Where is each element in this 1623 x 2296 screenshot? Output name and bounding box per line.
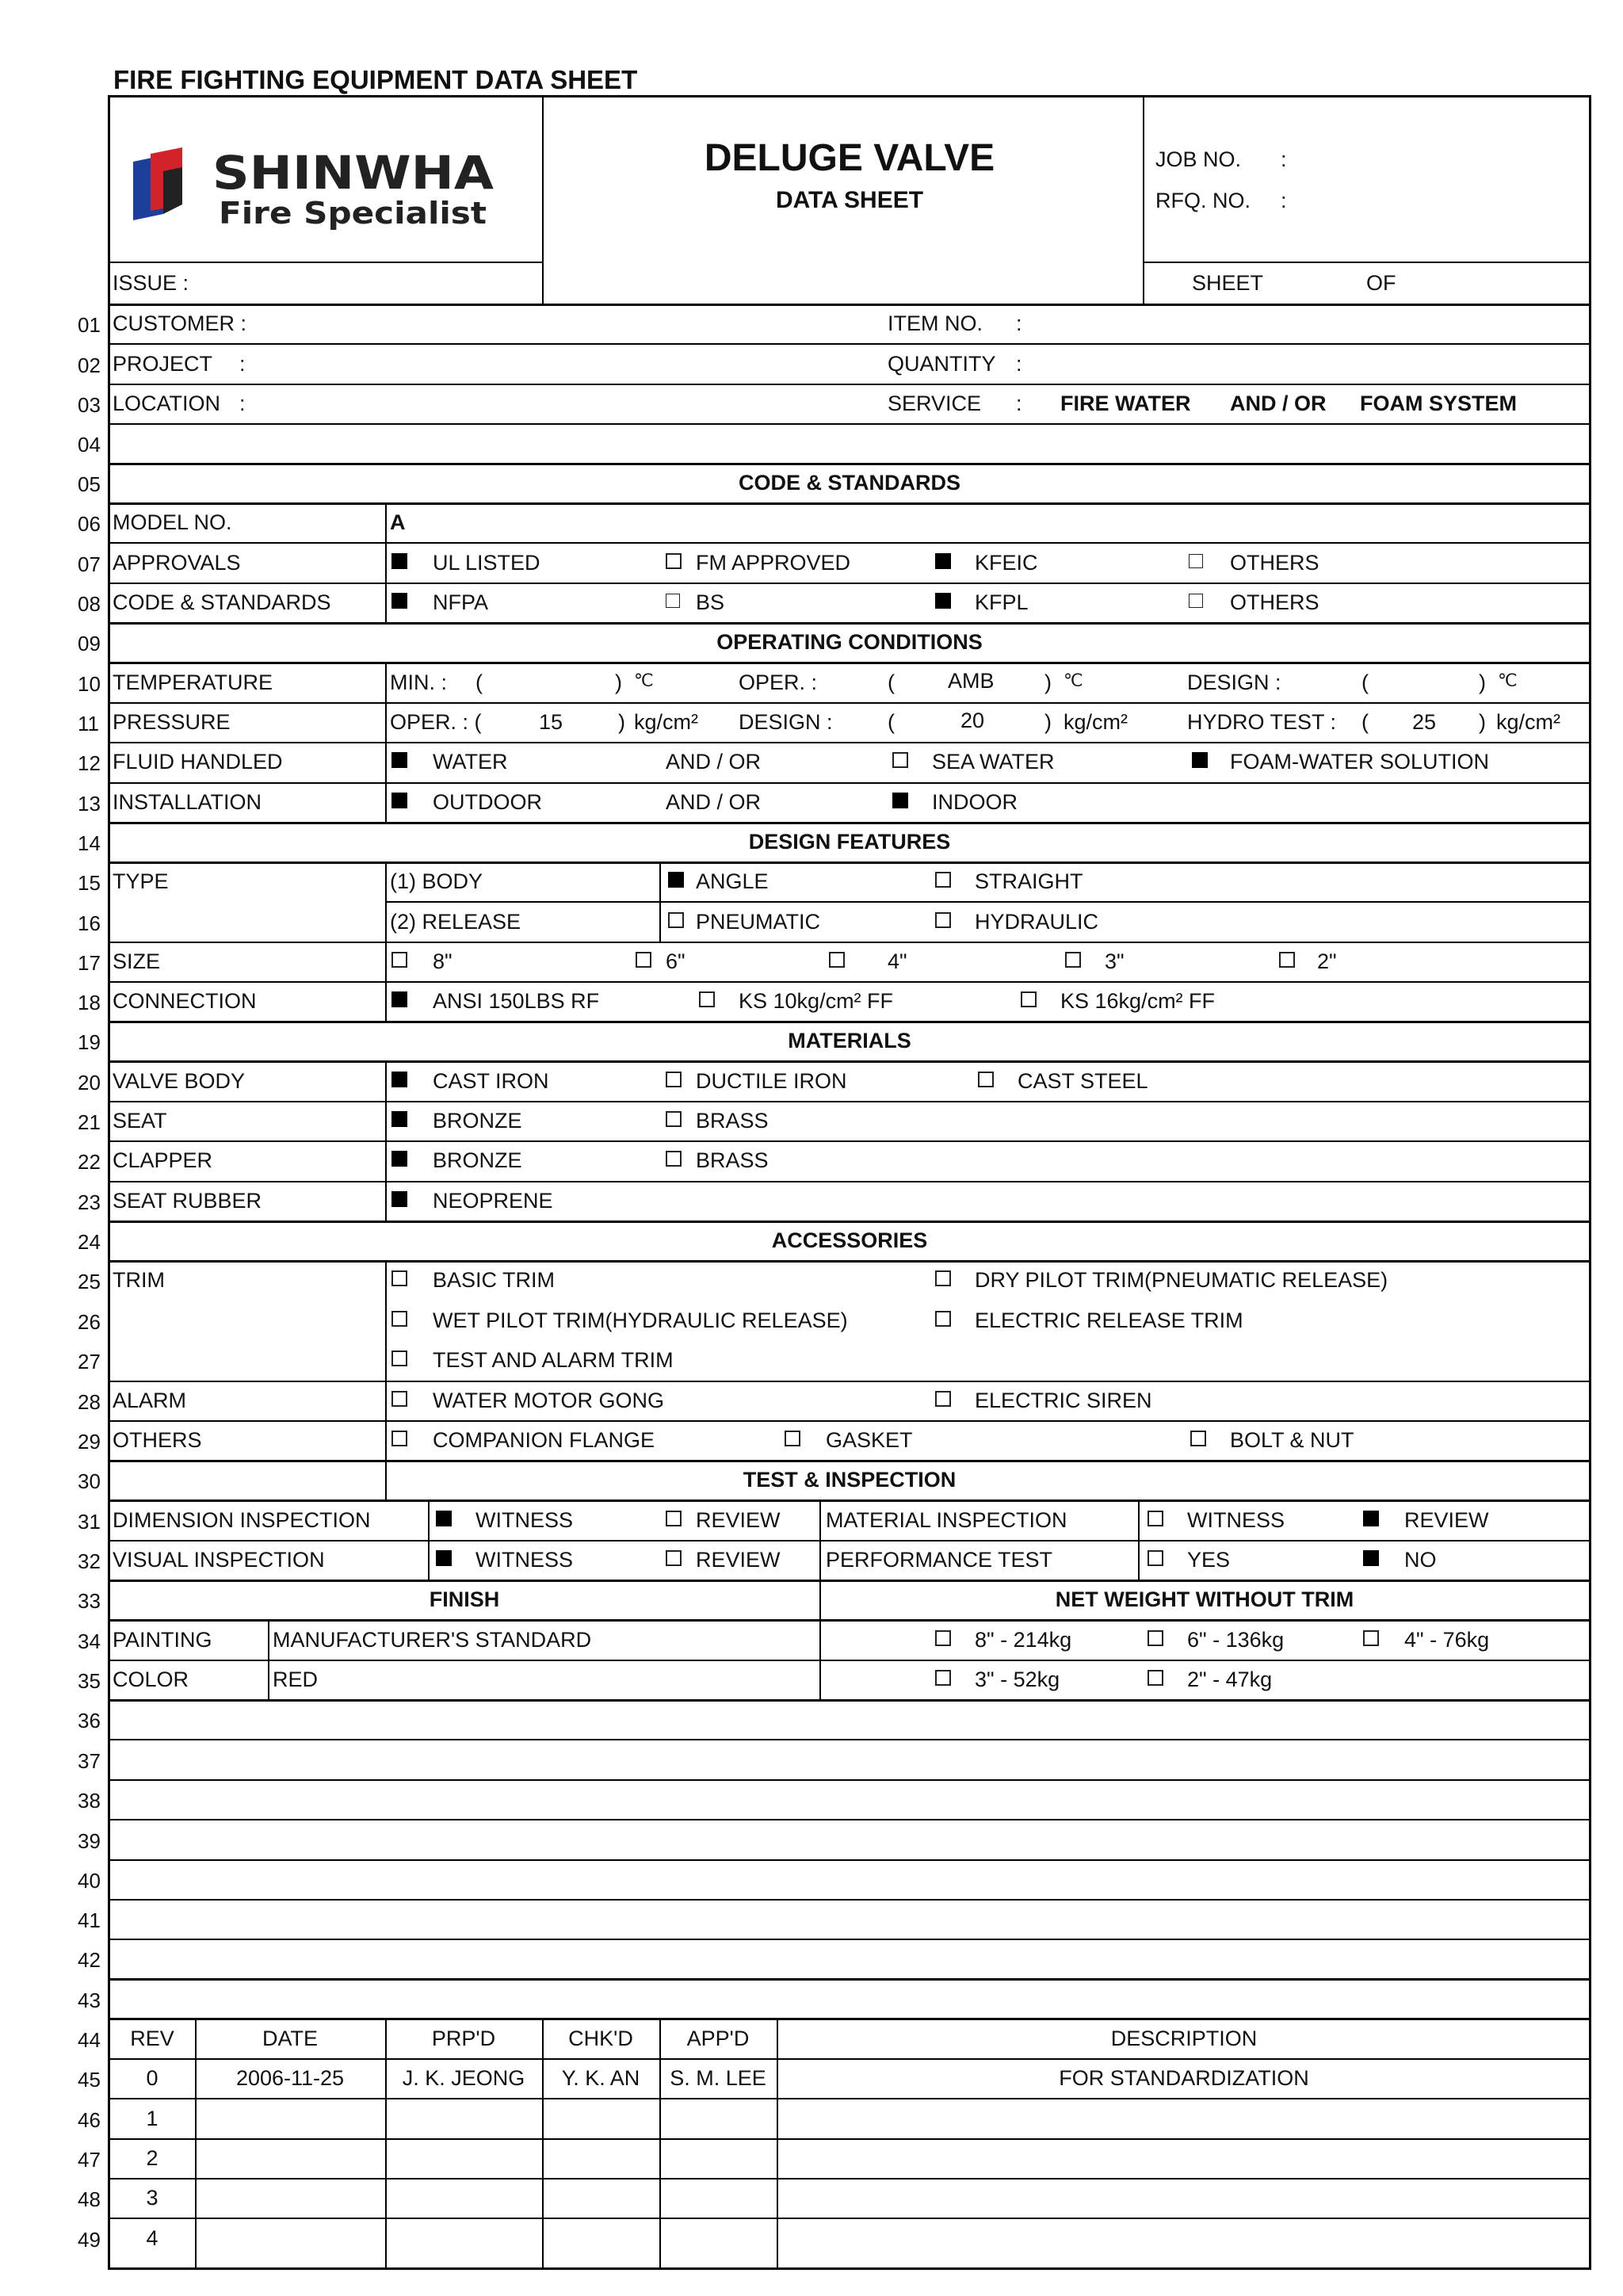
section-net-weight: NET WEIGHT WITHOUT TRIM — [1055, 1587, 1354, 1611]
checkbox-basic-trim[interactable] — [391, 1270, 407, 1286]
section-operating-conditions: OPERATING CONDITIONS — [716, 630, 983, 654]
wet-pilot-trim-label: WET PILOT TRIM(HYDRAULIC RELEASE) — [433, 1308, 848, 1332]
revision-rev: 3 — [146, 2186, 158, 2210]
hydraulic-label: HYDRAULIC — [975, 910, 1099, 934]
size-4-label: 4" — [888, 949, 907, 973]
checkbox-ks-16[interactable] — [1021, 991, 1037, 1007]
companion-flange-label: COMPANION FLANGE — [433, 1428, 655, 1452]
visual-review-label: REVIEW — [696, 1548, 781, 1572]
service-colon: : — [1016, 392, 1022, 415]
row-number: 35 — [78, 1669, 101, 1693]
checkbox-neoprene[interactable] — [391, 1191, 407, 1207]
checkbox-electric-release-trim[interactable] — [935, 1311, 951, 1327]
pressure-hydro-open: ( — [1361, 710, 1369, 734]
temp-min-open: ( — [475, 670, 483, 694]
checkbox-seat-brass[interactable] — [666, 1111, 682, 1127]
indoor-label: INDOOR — [932, 790, 1018, 814]
row-number: 27 — [78, 1350, 101, 1373]
row-number: 26 — [78, 1310, 101, 1334]
row-number: 09 — [78, 632, 101, 655]
cast-iron-label: CAST IRON — [433, 1069, 549, 1093]
form-frame — [108, 95, 1591, 2270]
ks-16-label: KS 16kg/cm² FF — [1060, 989, 1216, 1013]
size-6-label: 6" — [666, 949, 685, 973]
row-number: 18 — [78, 991, 101, 1014]
performance-no-label: NO — [1404, 1548, 1437, 1572]
sheet-label: SHEET — [1192, 271, 1264, 295]
row-number: 07 — [78, 552, 101, 576]
fm-approved-label: FM APPROVED — [696, 551, 851, 575]
sea-water-label: SEA WATER — [932, 750, 1055, 774]
seat-brass-label: BRASS — [696, 1109, 769, 1133]
temp-min-unit: ℃ — [634, 670, 654, 690]
checkbox-dimension-witness[interactable] — [436, 1511, 452, 1526]
temp-design-close: ) — [1479, 670, 1486, 694]
prpd-header: PRP'D — [431, 2027, 496, 2050]
checkbox-approvals-others[interactable] — [1189, 554, 1203, 568]
row-number: 21 — [78, 1110, 101, 1134]
ansi-150-label: ANSI 150LBS RF — [433, 989, 600, 1013]
logo-tagline: Fire Specialist — [219, 196, 487, 231]
neoprene-label: NEOPRENE — [433, 1189, 553, 1213]
color-label: COLOR — [113, 1668, 189, 1691]
checkbox-pneumatic[interactable] — [668, 912, 684, 928]
straight-label: STRAIGHT — [975, 869, 1083, 893]
row-number: 12 — [78, 751, 101, 775]
row-number: 19 — [78, 1030, 101, 1054]
temp-oper-label: OPER. : — [739, 670, 818, 694]
row-number: 25 — [78, 1270, 101, 1293]
checkbox-ductile-iron[interactable] — [666, 1072, 682, 1087]
performance-yes-label: YES — [1187, 1548, 1231, 1572]
electric-siren-label: ELECTRIC SIREN — [975, 1389, 1152, 1412]
kfeic-label: KFEIC — [975, 551, 1038, 575]
checkbox-angle[interactable] — [668, 872, 684, 888]
water-label: WATER — [433, 750, 508, 774]
revision-prpd: J. K. JEONG — [402, 2066, 525, 2090]
checkbox-bs[interactable] — [666, 594, 680, 608]
temp-design-unit: ℃ — [1498, 670, 1518, 690]
checkbox-kfeic[interactable] — [935, 553, 951, 569]
checkbox-cast-steel[interactable] — [978, 1072, 994, 1087]
seat-label: SEAT — [113, 1109, 167, 1133]
weight-3-label: 3" - 52kg — [975, 1668, 1060, 1691]
row-number: 30 — [78, 1469, 101, 1493]
revision-rev: 1 — [146, 2107, 158, 2130]
rfq-no-label: RFQ. NO. — [1155, 189, 1251, 212]
row-number: 34 — [78, 1629, 101, 1653]
pressure-oper-close: ) — [618, 710, 625, 734]
pressure-oper-unit: kg/cm² — [634, 710, 698, 734]
project-label: PROJECT — [113, 352, 213, 376]
checkbox-seat-bronze[interactable] — [391, 1111, 407, 1127]
row-number: 39 — [78, 1829, 101, 1853]
revision-rev: 4 — [146, 2226, 158, 2250]
item-no-label: ITEM NO. — [888, 311, 983, 335]
job-no-colon: : — [1281, 147, 1287, 171]
weight-4-label: 4" - 76kg — [1404, 1628, 1490, 1652]
checkbox-clapper-bronze[interactable] — [391, 1151, 407, 1167]
row-number: 22 — [78, 1150, 101, 1174]
logo-mark-dark — [163, 167, 182, 214]
ductile-iron-label: DUCTILE IRON — [696, 1069, 847, 1093]
installation-andor: AND / OR — [666, 790, 762, 814]
checkbox-outdoor[interactable] — [391, 793, 407, 808]
codes-others-label: OTHERS — [1230, 590, 1319, 614]
row-number: 40 — [78, 1869, 101, 1893]
row-number: 32 — [78, 1549, 101, 1573]
row-number: 23 — [78, 1190, 101, 1214]
material-review-label: REVIEW — [1404, 1508, 1489, 1532]
temp-oper-value: AMB — [948, 669, 995, 693]
revision-appd: S. M. LEE — [670, 2066, 766, 2090]
model-no-label: MODEL NO. — [113, 510, 232, 534]
date-header: DATE — [262, 2027, 319, 2050]
checkbox-ul-listed[interactable] — [391, 553, 407, 569]
pressure-hydro-unit: kg/cm² — [1496, 710, 1560, 734]
size-8-label: 8" — [433, 949, 453, 973]
row-number: 02 — [78, 353, 101, 377]
row-number: 31 — [78, 1510, 101, 1534]
approvals-label: APPROVALS — [113, 551, 241, 575]
row-number: 16 — [78, 911, 101, 935]
row-number: 08 — [78, 592, 101, 616]
checkbox-size-8[interactable] — [391, 952, 407, 968]
row-number: 06 — [78, 512, 101, 536]
code-standards-label: CODE & STANDARDS — [113, 590, 331, 614]
type-label: TYPE — [113, 869, 169, 893]
checkbox-dry-pilot-trim[interactable] — [935, 1270, 951, 1286]
quantity-colon: : — [1016, 352, 1022, 376]
row-number: 10 — [78, 672, 101, 696]
accessories-others-label: OTHERS — [113, 1428, 202, 1452]
weight-2-label: 2" - 47kg — [1187, 1668, 1273, 1691]
shinwha-logo — [133, 147, 506, 235]
row-number: 38 — [78, 1789, 101, 1813]
checkbox-cast-iron[interactable] — [391, 1072, 407, 1087]
type-body-label: (1) BODY — [390, 869, 483, 893]
checkbox-size-2[interactable] — [1279, 952, 1295, 968]
item-no-colon: : — [1016, 311, 1022, 335]
row-number: 47 — [78, 2148, 101, 2172]
service-value-2: FOAM SYSTEM — [1360, 392, 1518, 415]
checkbox-straight[interactable] — [935, 872, 951, 888]
checkbox-performance-no[interactable] — [1363, 1550, 1379, 1566]
kfpl-label: KFPL — [975, 590, 1029, 614]
row-number: 28 — [78, 1390, 101, 1414]
foam-water-label: FOAM-WATER SOLUTION — [1230, 750, 1489, 774]
location-label: LOCATION — [113, 392, 221, 415]
row-number: 20 — [78, 1071, 101, 1095]
checkbox-codes-others[interactable] — [1189, 594, 1203, 608]
pressure-design-close: ) — [1044, 710, 1052, 734]
checkbox-water[interactable] — [391, 752, 407, 768]
weight-8-label: 8" - 214kg — [975, 1628, 1072, 1652]
row-number: 03 — [78, 393, 101, 417]
row-number: 29 — [78, 1430, 101, 1454]
row-number: 36 — [78, 1709, 101, 1733]
checkbox-weight-4[interactable] — [1363, 1630, 1379, 1646]
installation-label: INSTALLATION — [113, 790, 262, 814]
row-number: 17 — [78, 951, 101, 975]
row-number: 46 — [78, 2108, 101, 2132]
chkd-header: CHK'D — [568, 2027, 633, 2050]
water-motor-gong-label: WATER MOTOR GONG — [433, 1389, 664, 1412]
fluid-andor: AND / OR — [666, 750, 762, 774]
checkbox-weight-6[interactable] — [1148, 1630, 1163, 1646]
sub-title: DATA SHEET — [775, 187, 924, 213]
checkbox-companion-flange[interactable] — [391, 1431, 407, 1446]
temp-oper-close: ) — [1044, 670, 1052, 694]
electric-release-trim-label: ELECTRIC RELEASE TRIM — [975, 1308, 1243, 1332]
bs-label: BS — [696, 590, 725, 614]
row-number: 42 — [78, 1948, 101, 1972]
pressure-design-value: 20 — [960, 709, 985, 732]
checkbox-weight-3[interactable] — [935, 1670, 951, 1686]
pressure-hydro-label: HYDRO TEST : — [1187, 710, 1337, 734]
type-release-label: (2) RELEASE — [390, 910, 521, 934]
checkbox-water-motor-gong[interactable] — [391, 1391, 407, 1407]
revision-date: 2006-11-25 — [235, 2066, 345, 2090]
material-inspection-label: MATERIAL INSPECTION — [826, 1508, 1067, 1532]
connection-label: CONNECTION — [113, 989, 257, 1013]
checkbox-ansi-150[interactable] — [391, 991, 407, 1007]
appd-header: APP'D — [686, 2027, 750, 2050]
approvals-others-label: OTHERS — [1230, 551, 1319, 575]
alarm-label: ALARM — [113, 1389, 187, 1412]
checkbox-size-4[interactable] — [829, 952, 845, 968]
dry-pilot-trim-label: DRY PILOT TRIM(PNEUMATIC RELEASE) — [975, 1268, 1388, 1292]
checkbox-size-6[interactable] — [636, 952, 651, 968]
description-header: DESCRIPTION — [1110, 2027, 1258, 2050]
service-andor: AND / OR — [1230, 392, 1327, 415]
checkbox-clapper-brass[interactable] — [666, 1151, 682, 1167]
seat-bronze-label: BRONZE — [433, 1109, 522, 1133]
section-finish: FINISH — [429, 1587, 500, 1611]
project-colon: : — [239, 352, 246, 376]
checkbox-size-3[interactable] — [1065, 952, 1081, 968]
size-3-label: 3" — [1105, 949, 1125, 973]
logo-name: SHINWHA — [212, 147, 495, 200]
checkbox-electric-siren[interactable] — [935, 1391, 951, 1407]
seat-rubber-label: SEAT RUBBER — [113, 1189, 262, 1213]
valve-body-label: VALVE BODY — [113, 1069, 246, 1093]
checkbox-dimension-review[interactable] — [666, 1511, 682, 1526]
row-number: 37 — [78, 1749, 101, 1773]
issue-label: ISSUE : — [113, 271, 189, 295]
row-number: 01 — [78, 313, 101, 337]
temp-design-label: DESIGN : — [1187, 670, 1281, 694]
temperature-label: TEMPERATURE — [113, 670, 273, 694]
dimension-inspection-label: DIMENSION INSPECTION — [113, 1508, 371, 1532]
row-number: 44 — [78, 2028, 101, 2052]
temp-min-label: MIN. : — [390, 670, 447, 694]
test-alarm-trim-label: TEST AND ALARM TRIM — [433, 1348, 674, 1372]
row-number: 45 — [78, 2068, 101, 2092]
temp-min-close: ) — [615, 670, 622, 694]
pressure-oper-label: OPER. : ( — [390, 710, 482, 734]
of-label: OF — [1366, 271, 1396, 295]
row-number: 11 — [78, 712, 99, 735]
job-no-label: JOB NO. — [1155, 147, 1242, 171]
clapper-brass-label: BRASS — [696, 1148, 769, 1172]
checkbox-weight-2[interactable] — [1148, 1670, 1163, 1686]
customer-label: CUSTOMER : — [113, 311, 247, 335]
checkbox-fm-approved[interactable] — [666, 553, 682, 569]
size-label: SIZE — [113, 949, 161, 973]
temp-oper-open: ( — [888, 670, 895, 694]
checkbox-test-alarm-trim[interactable] — [391, 1350, 407, 1366]
checkbox-hydraulic[interactable] — [935, 912, 951, 928]
row-number: 05 — [78, 472, 101, 496]
visual-witness-label: WITNESS — [475, 1548, 574, 1572]
weight-6-label: 6" - 136kg — [1187, 1628, 1285, 1652]
revision-rev: 2 — [146, 2146, 158, 2170]
row-number: 04 — [78, 433, 101, 457]
section-code-standards: CODE & STANDARDS — [738, 471, 961, 495]
pressure-hydro-value: 25 — [1412, 710, 1437, 734]
row-number: 24 — [78, 1230, 101, 1254]
checkbox-performance-yes[interactable] — [1148, 1550, 1163, 1566]
pneumatic-label: PNEUMATIC — [696, 910, 821, 934]
gasket-label: GASKET — [826, 1428, 913, 1452]
checkbox-ks-10[interactable] — [699, 991, 715, 1007]
checkbox-visual-review[interactable] — [666, 1550, 682, 1566]
checkbox-material-witness[interactable] — [1148, 1511, 1163, 1526]
pressure-oper-value: 15 — [539, 710, 563, 734]
sheet-title: FIRE FIGHTING EQUIPMENT DATA SHEET — [113, 65, 638, 94]
pressure-hydro-close: ) — [1479, 710, 1486, 734]
trim-label: TRIM — [113, 1268, 165, 1292]
dimension-review-label: REVIEW — [696, 1508, 781, 1532]
row-number: 15 — [78, 871, 101, 895]
row-number: 49 — [78, 2228, 101, 2252]
quantity-label: QUANTITY — [888, 352, 996, 376]
outdoor-label: OUTDOOR — [433, 790, 542, 814]
pressure-label: PRESSURE — [113, 710, 231, 734]
location-colon: : — [239, 392, 246, 415]
checkbox-nfpa[interactable] — [391, 593, 407, 609]
temp-design-open: ( — [1361, 670, 1369, 694]
checkbox-gasket[interactable] — [785, 1431, 800, 1446]
color-value: RED — [273, 1668, 319, 1691]
revision-rev: 0 — [146, 2066, 158, 2090]
clapper-bronze-label: BRONZE — [433, 1148, 522, 1172]
checkbox-visual-witness[interactable] — [436, 1550, 452, 1566]
service-label: SERVICE — [888, 392, 982, 415]
nfpa-label: NFPA — [433, 590, 489, 614]
section-test-inspection: TEST & INSPECTION — [743, 1468, 957, 1492]
basic-trim-label: BASIC TRIM — [433, 1268, 556, 1292]
revision-chkd: Y. K. AN — [561, 2066, 640, 2090]
main-title: DELUGE VALVE — [704, 137, 995, 179]
angle-label: ANGLE — [696, 869, 769, 893]
row-number: 33 — [78, 1589, 101, 1613]
ks-10-label: KS 10kg/cm² FF — [739, 989, 894, 1013]
clapper-label: CLAPPER — [113, 1148, 213, 1172]
material-witness-label: WITNESS — [1187, 1508, 1285, 1532]
pressure-design-unit: kg/cm² — [1064, 710, 1128, 734]
checkbox-wet-pilot-trim[interactable] — [391, 1311, 407, 1327]
cast-steel-label: CAST STEEL — [1018, 1069, 1148, 1093]
checkbox-weight-8[interactable] — [935, 1630, 951, 1646]
model-no-value: A — [390, 510, 406, 534]
service-value-1: FIRE WATER — [1060, 392, 1191, 415]
painting-value: MANUFACTURER'S STANDARD — [273, 1628, 592, 1652]
size-2-label: 2" — [1317, 949, 1337, 973]
row-number: 41 — [78, 1908, 101, 1932]
section-accessories: ACCESSORIES — [771, 1228, 928, 1252]
row-number: 48 — [78, 2187, 101, 2211]
performance-test-label: PERFORMANCE TEST — [826, 1548, 1053, 1572]
visual-inspection-label: VISUAL INSPECTION — [113, 1548, 325, 1572]
pressure-design-label: DESIGN : — [739, 710, 833, 734]
rfq-no-colon: : — [1281, 189, 1287, 212]
checkbox-kfpl[interactable] — [935, 593, 951, 609]
pressure-design-open: ( — [888, 710, 895, 734]
dimension-witness-label: WITNESS — [475, 1508, 574, 1532]
checkbox-indoor[interactable] — [892, 793, 908, 808]
checkbox-material-review[interactable] — [1363, 1511, 1379, 1526]
bolt-nut-label: BOLT & NUT — [1230, 1428, 1354, 1452]
checkbox-foam-water[interactable] — [1192, 752, 1208, 768]
ul-listed-label: UL LISTED — [433, 551, 540, 575]
checkbox-sea-water[interactable] — [892, 752, 908, 768]
temp-oper-unit: ℃ — [1064, 670, 1083, 690]
rev-header: REV — [130, 2027, 174, 2050]
row-number: 14 — [78, 831, 101, 855]
row-number: 13 — [78, 792, 101, 816]
section-materials: MATERIALS — [788, 1029, 911, 1052]
fluid-handled-label: FLUID HANDLED — [113, 750, 283, 774]
section-design-features: DESIGN FEATURES — [748, 830, 951, 854]
painting-label: PAINTING — [113, 1628, 212, 1652]
checkbox-bolt-nut[interactable] — [1190, 1431, 1206, 1446]
row-number: 43 — [78, 1988, 101, 2012]
revision-description: FOR STANDARDIZATION — [1059, 2066, 1309, 2090]
